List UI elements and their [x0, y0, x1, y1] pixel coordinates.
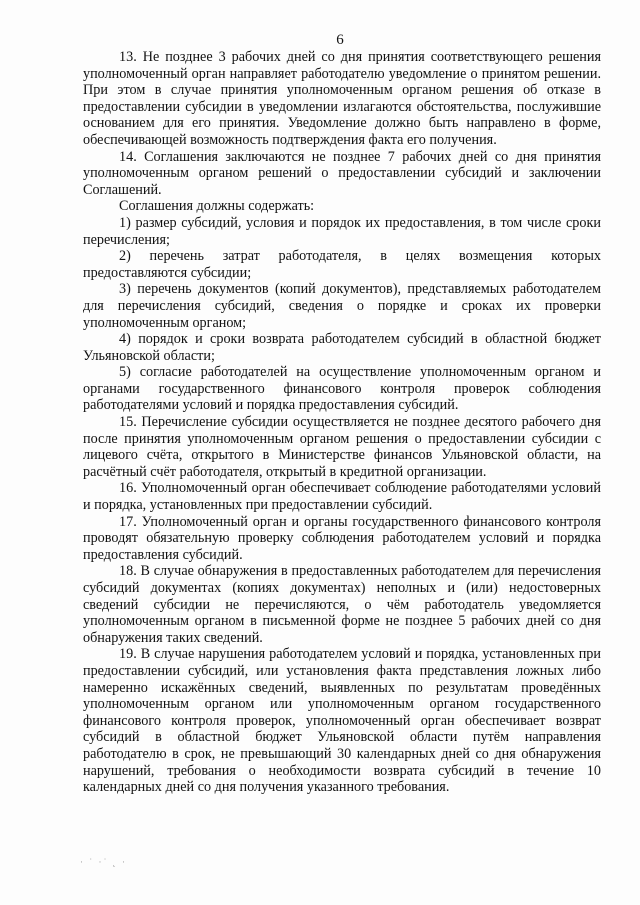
paragraph-13: 13. Не позднее 3 рабочих дней со дня принятия соответствующего решения уполномоченный орган направляет работодателю уведомление о принятом решении. При этом в случае принятия уполномоченным органом решения об отказе в предоставлении субсидии в уведомлении излагаются обстоятельства, послужившие основанием для его принятия. Уведомление должно быть направлено в форме, обеспечивающей возможность подтверждения факта его получения. [83, 49, 601, 148]
paragraph-19: 19. В случае нарушения работодателем условий и порядка, установленных при предоставлении субсидий, или установления факта представления ложных либо намеренно искажённых сведений, выявленных по результатам проведённых уполномоченным органом или уполномоченным органом государственного финансового контроля проверок, уполномоченный орган обеспечивает возврат субсидий в областной бюджет Ульяновской области путём направления работодателю в срок, не превышающий 30 календарных дней со дня обнаружения нарушений, требования о необходимости возврата субсидий в течение 10 календарных дней со дня получения указанного требования. [83, 646, 601, 796]
paragraph-17: 17. Уполномоченный орган и органы государственного финансового контроля проводят обязательную проверку соблюдения работодателем условий и порядка предоставления субсидий. [83, 513, 601, 563]
paragraph-16: 16. Уполномоченный орган обеспечивает соблюдение работодателями условий и порядка, установленных при предоставлении субсидий. [83, 480, 601, 514]
list-item-3: 3) перечень документов (копий документов), представляемых работодателем для перечисления субсидий, сведения о порядке и сроках их проверки уполномоченным органом; [83, 281, 601, 331]
paragraph-14: 14. Соглашения заключаются не позднее 7 рабочих дней со дня принятия уполномоченным органом решений о предоставлении субсидий и заключении Соглашений. [83, 148, 601, 198]
agreements-intro: Соглашения должны содержать: [119, 198, 315, 215]
scan-artifact-marks: · ˙ ·˙ ˛ · [80, 857, 127, 867]
document-body [83, 49, 601, 796]
paragraph-18: 18. В случае обнаружения в предоставленных работодателем для перечисления субсидий документах (копиях документах) неполных и (или) недостоверных сведений субсидии не перечисляются, о чём работодатель уведомляется уполномоченным органом в письменной форме не позднее 5 рабочих дней со дня обнаружения таких сведений. [83, 563, 601, 646]
paragraph-15: 15. Перечисление субсидии осуществляется не позднее десятого рабочего дня после принятия уполномоченным органом решения о предоставлении субсидии с лицевого счёта, открытого в Министерстве финансов Ульяновской области, на расчётный счёт работодателя, открытый в кредитной организации. [83, 414, 601, 480]
list-item-2: 2) перечень затрат работодателя, в целях возмещения которых предоставляются субсидии; [83, 248, 601, 281]
page-number: 6 [336, 32, 344, 48]
list-item-4: 4) порядок и сроки возврата работодателем субсидий в областной бюджет Ульяновской области; [83, 331, 601, 364]
list-item-1: 1) размер субсидий, условия и порядок их предоставления, в том числе сроки перечисления; [83, 214, 601, 248]
list-item-5: 5) согласие работодателей на осуществление уполномоченным органом и органами государственного финансового контроля проверок соблюдения работодателями условий и порядка предоставления субсидий. [83, 364, 601, 414]
